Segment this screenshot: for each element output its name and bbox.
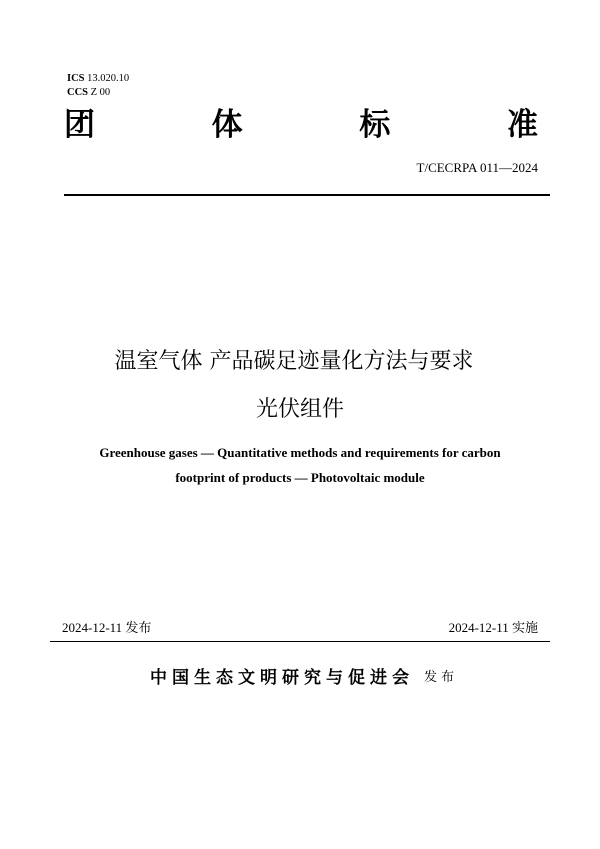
ccs-label: CCS	[67, 87, 89, 98]
publisher-line	[0, 663, 600, 688]
standard-type-char: 准	[506, 107, 538, 143]
standard-type-char: 标	[359, 107, 391, 143]
ics-label: ICS	[67, 73, 85, 84]
footer-divider	[50, 641, 550, 642]
english-title-line-1: Greenhouse gases — Quantitative methods and requirements for carbon	[99, 445, 501, 460]
publisher-issued-label: 发布	[423, 670, 458, 685]
standard-type-char: 体	[211, 107, 243, 143]
ics-code-line	[67, 73, 129, 85]
standard-type-heading	[64, 106, 538, 144]
english-title-line-2: footprint of products — Photovoltaic module	[175, 470, 425, 485]
chinese-title-line-2: 光伏组件	[255, 397, 344, 422]
chinese-title-line-1: 温室气体 产品碳足迹量化方法与要求	[114, 349, 474, 374]
publisher-organization: 中国生态文明研究与促进会	[149, 668, 414, 688]
header-divider	[64, 194, 550, 196]
issue-date: 2024-12-11 发布	[62, 620, 152, 635]
ccs-code-line	[67, 87, 110, 99]
implementation-date: 2024-12-11 实施	[448, 620, 538, 635]
ics-code: 13.020.10	[87, 73, 130, 84]
standard-number: T/CECRPA 011—2024	[416, 160, 538, 175]
ccs-code: Z 00	[90, 87, 111, 98]
standard-type-char: 团	[64, 107, 95, 143]
